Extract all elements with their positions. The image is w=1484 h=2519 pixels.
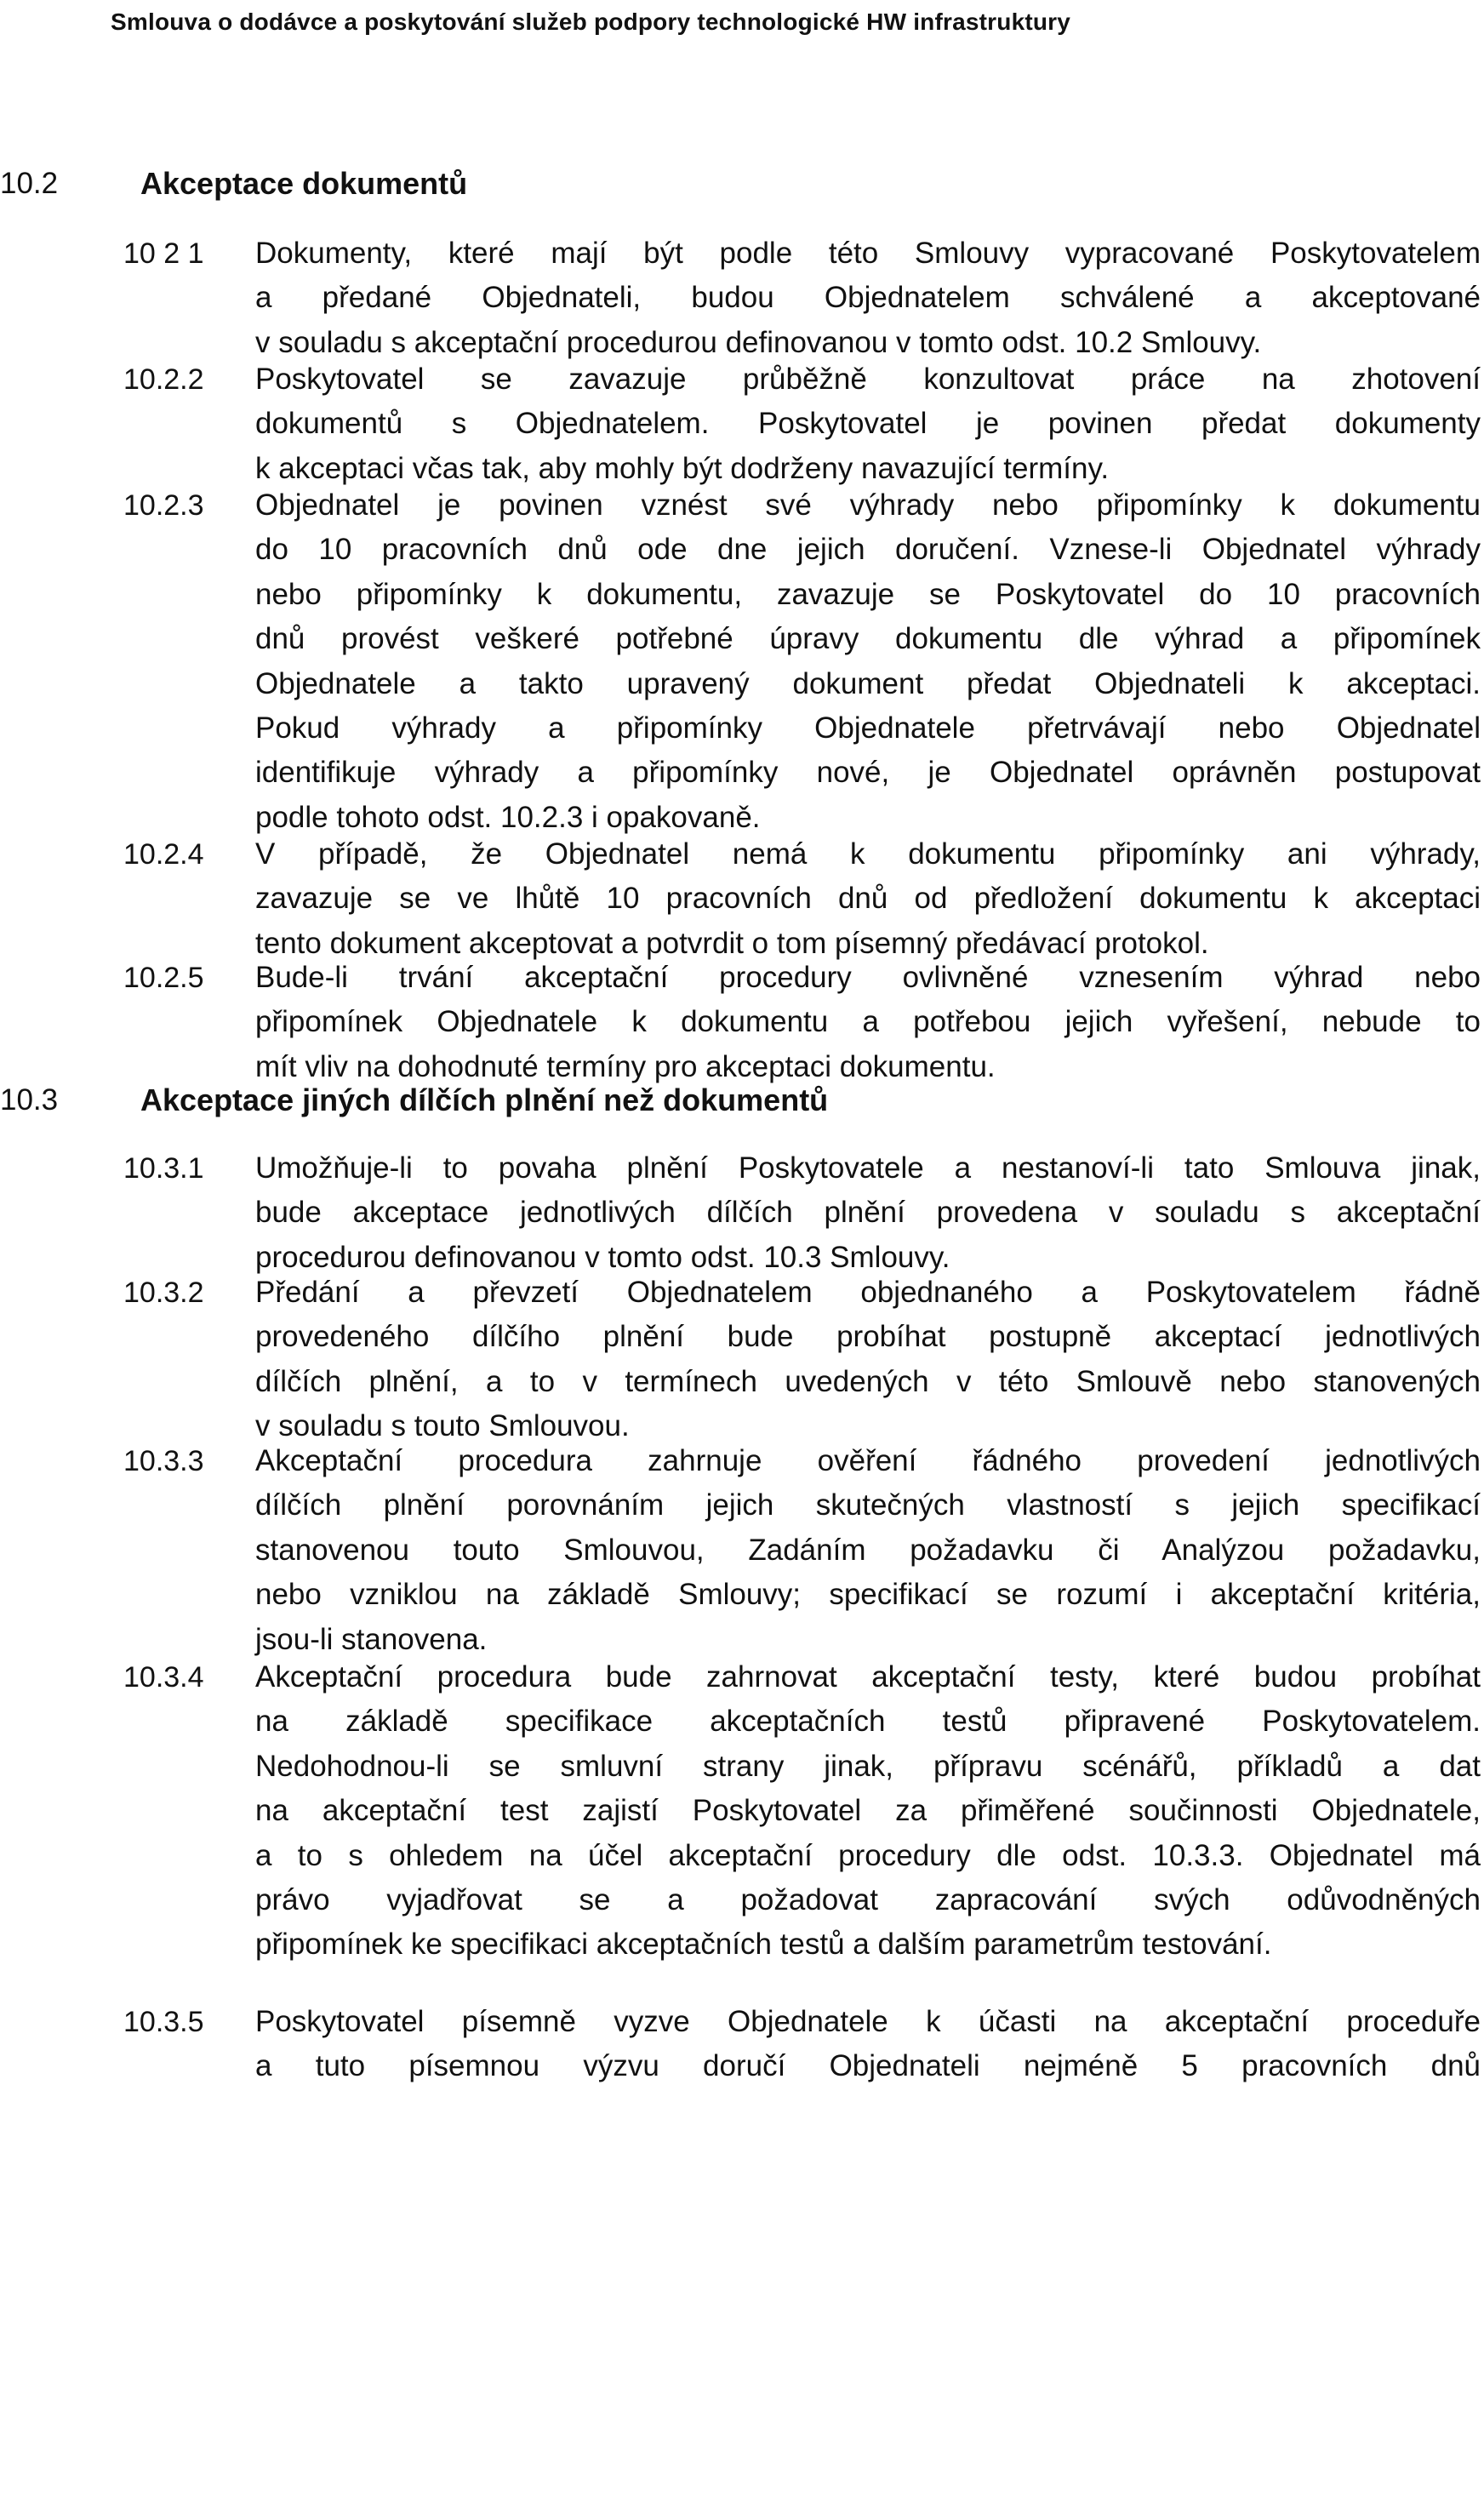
clause-text xyxy=(255,231,1481,365)
clause-text xyxy=(255,357,1481,491)
text-line: Předání a převzetí Objednatelem objednaného a Poskytovatelem řádně xyxy=(255,1276,1481,1309)
text-line: dnů provést veškeré potřebné úpravy dokumentu dle výhrad a připomínek xyxy=(255,622,1481,656)
text-line: dílčích plnění porovnáním jejich skutečných vlastností s jejich specifikací xyxy=(255,1488,1481,1522)
text-line: na základě specifikace akceptačních testů připravené Poskytovatelem. xyxy=(255,1705,1481,1739)
text-line: jsou-li stanovena. xyxy=(255,1622,488,1656)
text-line: k akceptaci včas tak, aby mohly být dodrženy navazující termíny. xyxy=(255,451,1110,485)
text-line: nebo vzniklou na základě Smlouvy; specifikací se rozumí i akceptační kritéria, xyxy=(255,1578,1481,1612)
text-line: na akceptační test zajistí Poskytovatel za přiměřené součinnosti Objednatele, xyxy=(255,1794,1481,1828)
text-line: Akceptační procedura zahrnuje ověření řádného provedení jednotlivých xyxy=(255,1444,1481,1477)
text-line: Nedohodnou-li se smluvní strany jinak, přípravu scénářů, příkladů a dat xyxy=(255,1749,1481,1783)
clause-number: 10.3.4 xyxy=(123,1661,204,1694)
text-line: v souladu s akceptační procedurou definovanou v tomto odst. 10.2 Smlouvy. xyxy=(255,325,1262,359)
clause-number: 10.3.5 xyxy=(123,2006,204,2038)
clause-text xyxy=(255,1146,1481,1280)
section-heading: Akceptace jiných dílčích plnění než dokumentů xyxy=(140,1082,829,1117)
clause-number: 10.2.4 xyxy=(123,838,204,871)
clause-text xyxy=(255,832,1481,966)
text-line: identifikuje výhrady a připomínky nové, je Objednatel oprávněn postupovat xyxy=(255,756,1481,790)
text-line: stanovenou touto Smlouvou, Zadáním požadavku či Analýzou požadavku, xyxy=(255,1533,1481,1567)
clause-number: 10.2.2 xyxy=(123,363,204,396)
text-line: procedurou definovanou v tomto odst. 10.3 Smlouvy. xyxy=(255,1240,950,1274)
text-line: právo vyjadřovat se a požadovat zapracování svých odůvodněných xyxy=(255,1882,1481,1916)
text-line: Dokumenty, které mají být podle této Smlouvy vypracované Poskytovatelem xyxy=(255,237,1481,270)
clause-number: 10.2.3 xyxy=(123,489,204,522)
text-line: tento dokument akceptovat a potvrdit o tom písemný předávací protokol. xyxy=(255,926,1209,960)
clause-number: 10.3.3 xyxy=(123,1445,204,1477)
text-line: Objednatel je povinen vznést své výhrady nebo připomínky k dokumentu xyxy=(255,488,1481,522)
clause-text xyxy=(255,483,1481,840)
clause-text xyxy=(255,1271,1481,1449)
clause-number: 10.3.1 xyxy=(123,1152,204,1185)
clause-number: 10.3.2 xyxy=(123,1277,204,1309)
running-header: Smlouva o dodávce a poskytování služeb podpory technologické HW infrastruktury xyxy=(111,9,1071,35)
text-line: Poskytovatel se zavazuje průběžně konzultovat práce na zhotovení xyxy=(255,363,1481,396)
text-line: zavazuje se ve lhůtě 10 pracovních dnů od předložení dokumentu k akceptaci xyxy=(255,882,1481,916)
text-line: Poskytovatel písemně vyzve Objednatele k účasti na akceptační proceduře xyxy=(255,2005,1481,2038)
clause-number: 10 2 1 xyxy=(123,237,204,270)
text-line: nebo připomínky k dokumentu, zavazuje se Poskytovatel do 10 pracovních xyxy=(255,577,1481,611)
section-number: 10.2 xyxy=(0,167,59,200)
text-line: Pokud výhrady a připomínky Objednatele přetrvávají nebo Objednatel xyxy=(255,711,1481,745)
text-line: připomínek Objednatele k dokumentu a potřebou jejich vyřešení, nebude to xyxy=(255,1005,1481,1039)
text-line: a předané Objednateli, budou Objednatelem schválené a akceptované xyxy=(255,281,1481,315)
text-line: podle tohoto odst. 10.2.3 i opakovaně. xyxy=(255,800,761,834)
text-line: bude akceptace jednotlivých dílčích plnění provedena v souladu s akceptační xyxy=(255,1196,1481,1230)
text-line: provedeného dílčího plnění bude probíhat postupně akceptací jednotlivých xyxy=(255,1320,1481,1354)
clause-text xyxy=(255,1439,1481,1662)
text-line: mít vliv na dohodnuté termíny pro akceptaci dokumentu. xyxy=(255,1049,996,1083)
text-line: připomínek ke specifikaci akceptačních testů a dalším parametrům testování. xyxy=(255,1928,1272,1962)
clause-number: 10.2.5 xyxy=(123,962,204,994)
clause-text xyxy=(255,956,1481,1089)
text-line: v souladu s touto Smlouvou. xyxy=(255,1409,630,1443)
text-line: Umožňuje-li to povaha plnění Poskytovatele a nestanoví-li tato Smlouva jinak, xyxy=(255,1151,1481,1185)
text-line: dokumentů s Objednatelem. Poskytovatel je povinen předat dokumenty xyxy=(255,407,1481,441)
text-line: a tuto písemnou výzvu doručí Objednateli nejméně 5 pracovních dnů xyxy=(255,2049,1481,2083)
text-line: Akceptační procedura bude zahrnovat akceptační testy, které budou probíhat xyxy=(255,1660,1481,1694)
text-line: V případě, že Objednatel nemá k dokumentu připomínky ani výhrady, xyxy=(255,837,1481,871)
text-line: Objednatele a takto upravený dokument předat Objednateli k akceptaci. xyxy=(255,666,1481,700)
clause-text xyxy=(255,2000,1481,2089)
text-line: a to s ohledem na účel akceptační procedury dle odst. 10.3.3. Objednatel má xyxy=(255,1838,1481,1872)
clause-text xyxy=(255,1655,1481,1968)
section-heading: Akceptace dokumentů xyxy=(140,166,468,201)
text-line: do 10 pracovních dnů ode dne jejich doručení. Vznese-li Objednatel výhrady xyxy=(255,533,1481,567)
section-number: 10.3 xyxy=(0,1083,59,1117)
text-line: Bude-li trvání akceptační procedury ovlivněné vznesením výhrad nebo xyxy=(255,961,1481,994)
text-line: dílčích plnění, a to v termínech uvedených v této Smlouvě nebo stanovených xyxy=(255,1364,1481,1398)
